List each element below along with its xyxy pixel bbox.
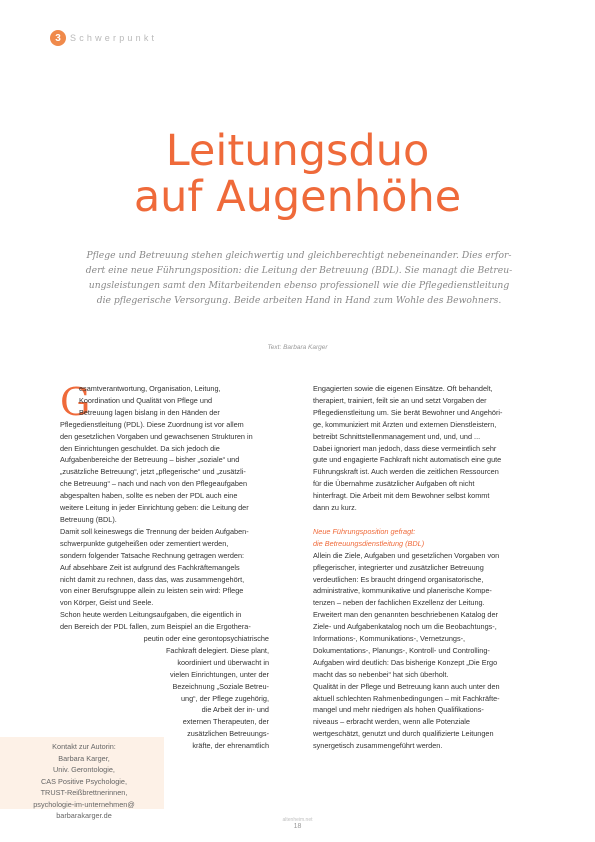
body-line: Aufgabenbereiche der Betreuung – bisher „soziale“ und [60,455,240,465]
body-line: esamtverantwortung, Organisation, Leitung, [79,384,221,393]
body-line: administrative, kommunikative und planerische Kompe- [313,586,492,596]
body-line: Fachkraft delegiert. Diese plant, [165,645,269,655]
contact-email-line[interactable]: barbarakarger.de [56,811,112,820]
body-line: Damit soll keineswegs die Trennung der beiden Aufgaben- [60,526,249,536]
body-line: den Bereich der PDL fallen, zum Beispiel an die Ergothera- [60,622,251,632]
body-line: nicht damit zu rechnen, dass das, was zusammengehört, [60,574,245,584]
drop-cap: G [60,380,91,424]
body-line: Dabei ignoriert man jedoch, dass diese vermeintlich sehr [313,443,497,453]
body-line: Auf absehbare Zeit ist aufgrund des Fachkräftemangels [60,562,240,572]
body-column-left [60,380,300,752]
title-line-2: auf Augenhöhe [133,172,462,222]
body-line: Koordination und Qualität von Pflege und [79,395,213,405]
body-line: den gesetzlichen Vorgaben und gewachsenen Strukturen in [60,431,253,441]
body-line: weitere Leitung in jeder Einrichtung geben: die Leitung der [60,503,249,513]
contact-line: Barbara Karger, [58,753,110,763]
contact-line: Univ. Gerontologie, [53,765,115,774]
body-spacer [313,514,553,526]
body-line: externen Therapeuten, der [182,717,269,727]
body-line: Allein die Ziele, Aufgaben und gesetzlichen Vorgaben von [313,550,500,560]
body-line: für die Übernahme zusätzlicher Aufgaben oft nicht [313,479,475,489]
body-line: von einer Berufsgruppe allein zu leisten sein wird: Pflege [60,586,244,596]
body-line: abgespalten haben, sollte es neben der PDL auch eine [60,491,238,501]
body-line: niveaus – erbracht werden, wenn alle Potenziale [313,717,470,727]
lead-line: die pflegerische Versorgung. Beide arbeiten Hand in Hand zum Wohle des Bewohners. [96,295,502,306]
lead-line: dert eine neue Führungsposition: die Leitung der Betreuung (BDL). Sie managt die Betreu- [85,265,513,276]
body-line: „zusätzliche Betreuung“, jetzt „pflegerische“ und „zusätzli- [60,467,246,477]
body-line: sondern folgender Tatsache Rechnung getragen werden: [60,550,245,560]
body-column-right [313,383,553,752]
article-title [0,128,595,220]
body-line: dann zu kurz. [313,503,357,513]
body-line: Pflegedienstleitung um. Sie berät Bewohner und Angehöri- [313,407,503,417]
body-line: Informations-, Kommunikations-, Vernetzungs-, [313,634,466,644]
footer-url: altenheim.net [282,817,313,823]
body-line: Engagierten sowie die eigenen Einsätze. Oft behandelt, [313,384,493,393]
body-line: therapiert, trainiert, feilt sie an und setzt Vorgaben der [313,395,487,405]
title-line-1: Leitungsduo [165,126,430,176]
body-line: gute und engagierte Fachkraft nicht automatisch eine gute [313,455,502,465]
page-number: 18 [293,823,302,830]
contact-line: CAS Positive Psychologie, [41,776,127,786]
author-contact [8,741,160,822]
body-line: von Körper, Geist und Seele. [60,598,154,608]
body-line: synergetisch zusammengeführt werden. [313,741,443,751]
body-line: mangel und mehr niedrigen als hohen Qualifikations- [313,705,484,715]
body-line: Dokumentations-, Planungs-, Kontroll- und Controlling- [313,645,490,655]
body-line: Betreuung (BDL). [60,514,117,524]
author-credit: Text: Barbara Karger [267,344,328,351]
body-line: die Arbeit der in- und [201,705,269,715]
body-line: zusätzlichen Betreuungs- [187,729,269,739]
body-line: Betreuung lagen bislang in den Händen der [79,407,220,417]
body-line: ge, kommuniziert mit Ärzten und externen Dienstleistern, [313,419,497,429]
section-header [50,30,157,46]
body-line: Führungskraft ist. Auch werden die zeitlichen Ressourcen [313,467,499,477]
body-line: Ziele- und Aufgabenkatalog noch um die Beobachtungs-, [313,622,497,632]
body-line: wertgeschätzt, genutzt und durch qualifizierte Leitungen [313,729,494,739]
body-line: vielen Einrichtungen, unter der [170,669,269,679]
lead-line: Pflege und Betreuung stehen gleichwertig und gleichberechtigt nebeneinander. Dies erfor- [86,250,512,261]
body-line: den Einrichtungen geschuldet. Da sich jedoch die [60,443,220,453]
body-line: betreibt Schnittstellenmanagement und, und, und ... [313,431,481,441]
section-number-badge: 3 [50,30,66,46]
lead-line: ungsleistungen samt den Mitarbeitenden ebenso professionell wie die Pflegedienstleitung [88,280,510,291]
body-line: peutin oder eine gerontopsychiatrische [143,634,269,644]
contact-line: TRUST-Reißbrettnerinnen, [40,788,128,797]
body-line: ung“, der Pflege zugehörig, [180,693,269,703]
body-line: hinterfragt. Die Arbeit mit dem Bewohner selbst kommt [313,491,490,501]
section-label: Schwerpunkt [70,33,158,43]
body-line: koordiniert und überwacht in [177,657,269,667]
body-line: macht das so nebenbei“ hat sich überholt. [313,669,449,679]
body-line: tenzen – neben der fachlichen Exzellenz der Leitung. [313,598,485,608]
body-line: verdeutlichen: Es braucht dringend organisatorische, [313,574,484,584]
body-line: che Betreuung“ – nach und nach von den Pflegeaufgaben [60,479,248,489]
subheading-line: Neue Führungsposition gefragt: [313,526,416,536]
body-line: Schon heute werden Leitungsaufgaben, die eigentlich in [60,610,242,620]
body-line: Qualität in der Pflege und Betreuung kann auch unter den [313,681,500,691]
body-line: aktuell schlechten Rahmenbedingungen – mit Fachkräfte- [313,693,500,703]
contact-line: Kontakt zur Autorin: [52,742,116,751]
article-lead [60,248,538,308]
subheading-line: die Betreuungsdienstleitung (BDL) [313,538,425,548]
body-line: Bezeichnung „Soziale Betreu- [172,681,269,691]
body-line: pflegerischer, integrierter und zusätzlicher Betreuung [313,562,484,572]
body-line: Erweitert man den genannten beschriebenen Katalog der [313,610,498,620]
contact-email-line[interactable]: psychologie-im-unternehmen@ [33,799,135,809]
body-line: Aufgaben wird deutlich: Das bisherige Konzept „Die Ergo [313,657,498,667]
body-line: Pflegedienstleitung (PDL). Diese Zuordnung ist vor allem [60,419,244,429]
body-line: kräfte, der ehrenamtlich [192,741,269,751]
body-line: schwerpunkte gutgeheißen oder zementiert werden, [60,538,229,548]
